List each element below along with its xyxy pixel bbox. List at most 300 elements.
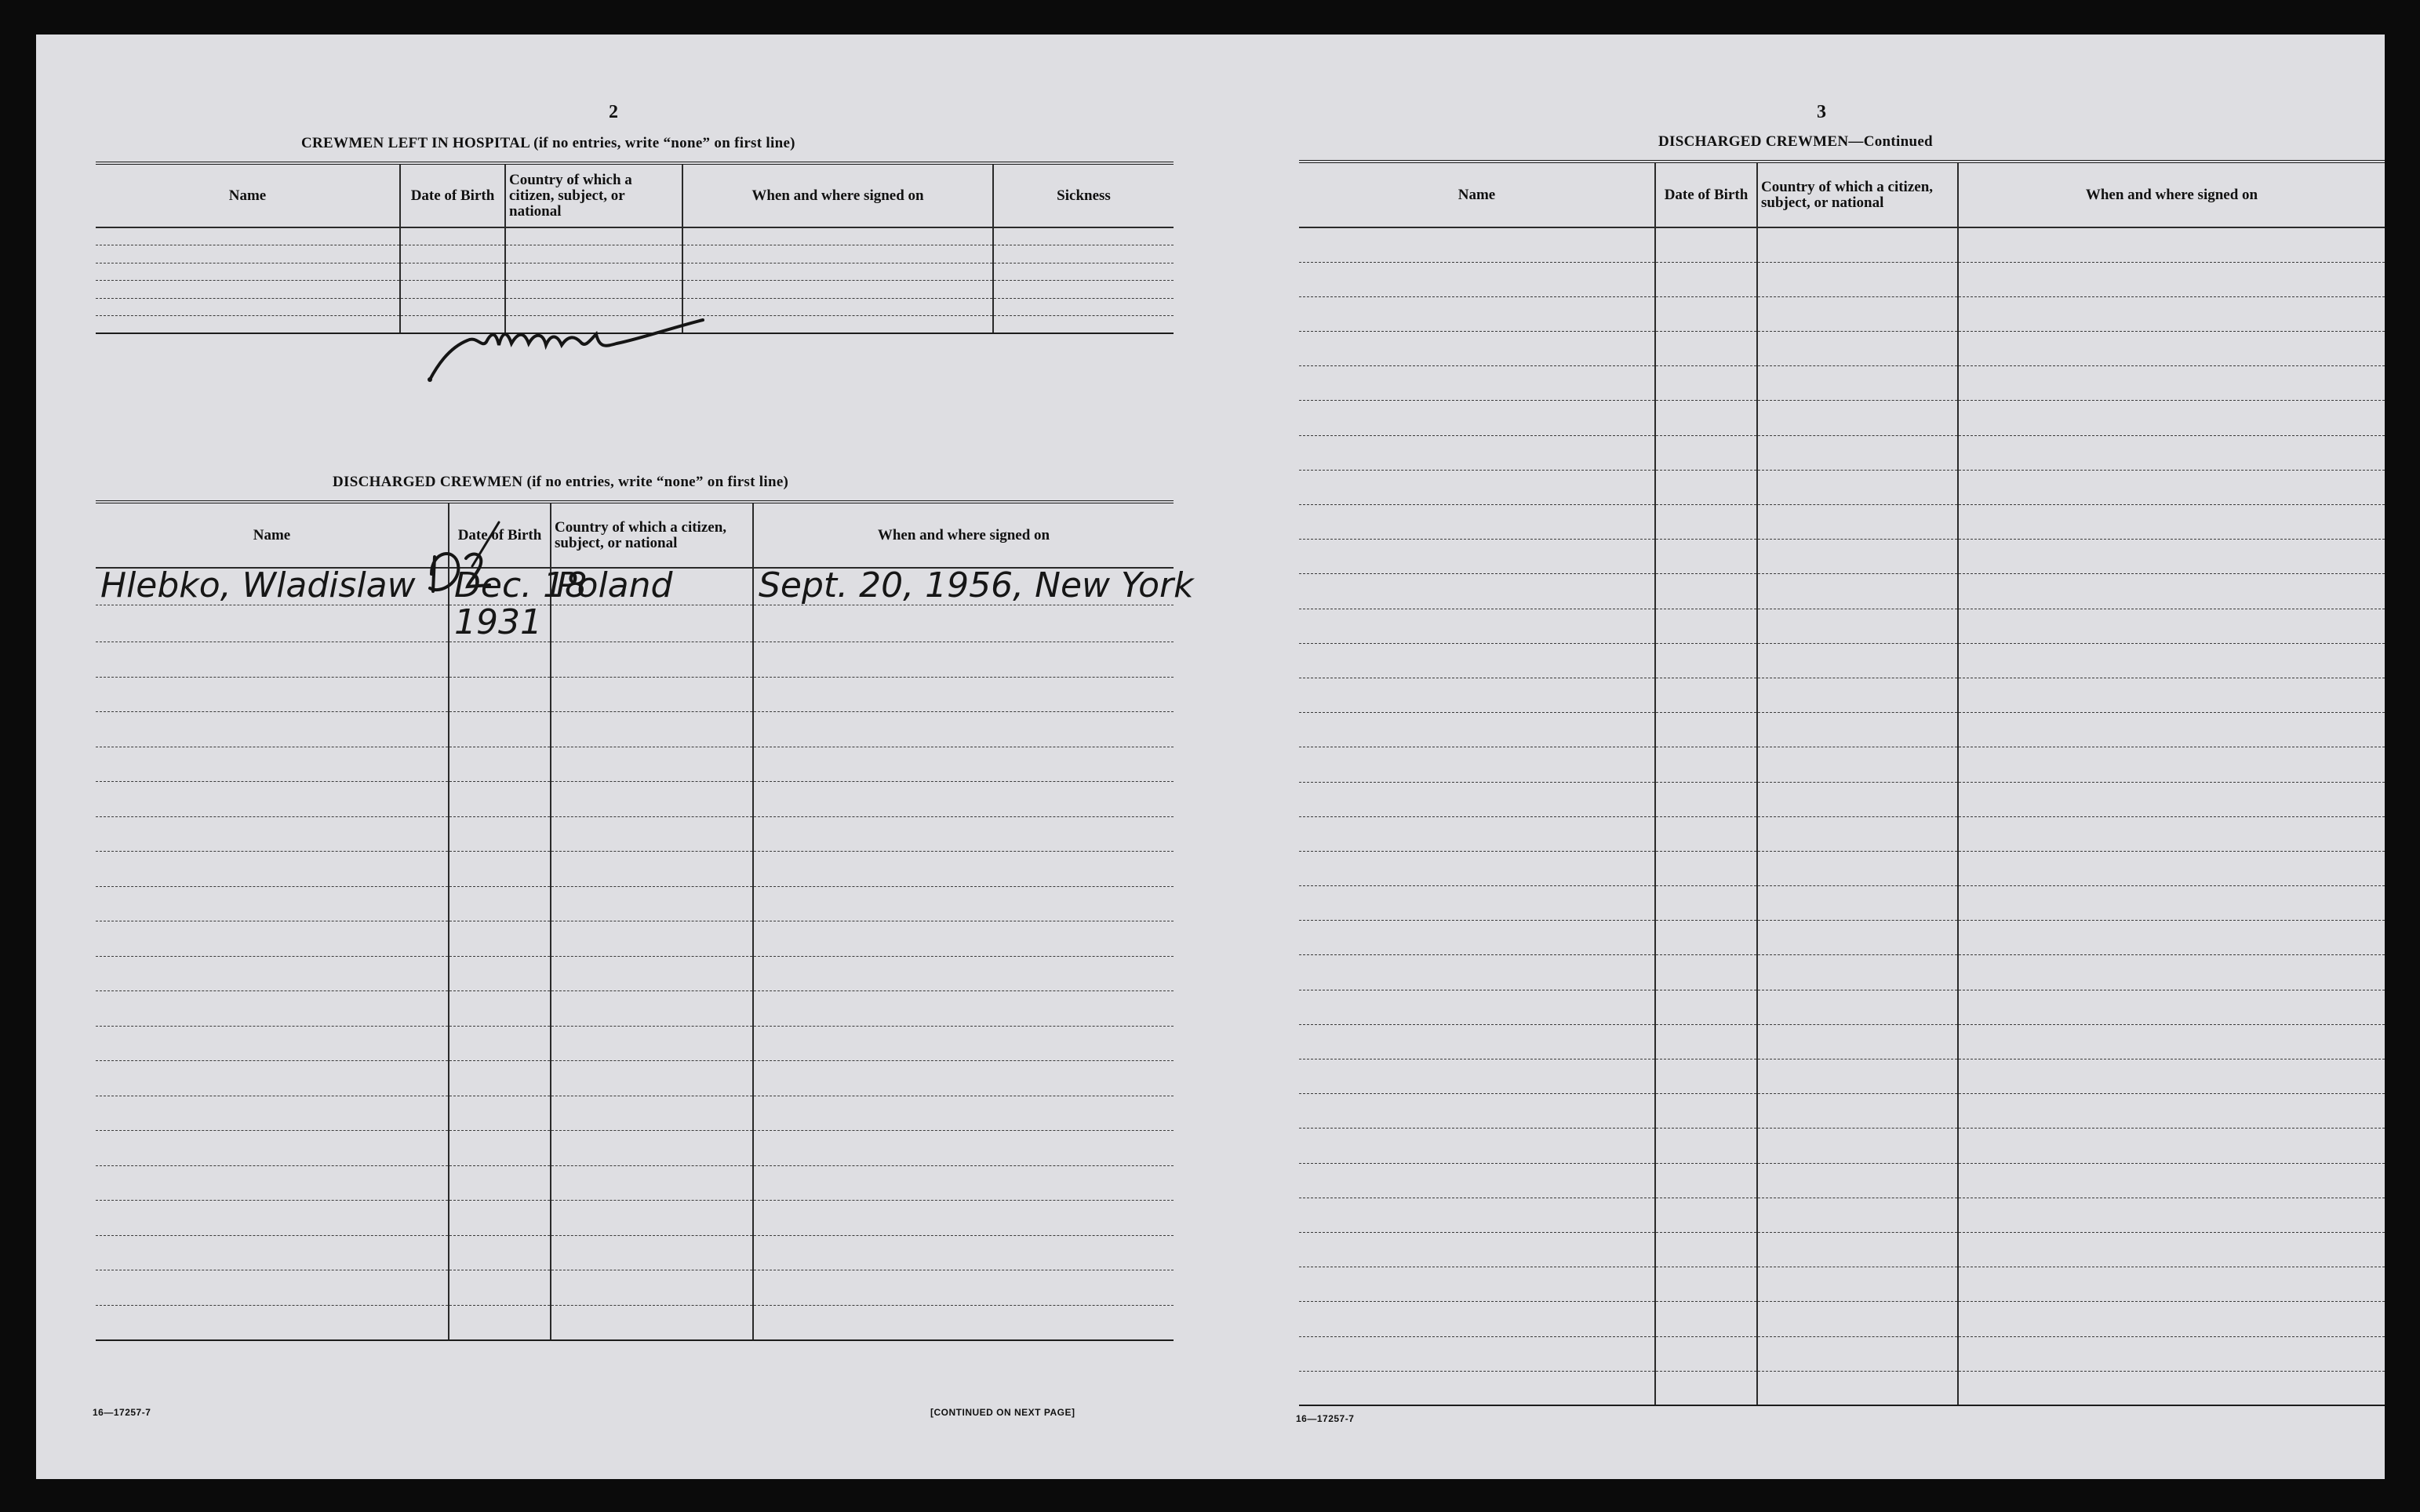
table-cell [1299,816,1655,851]
table-cell [1299,296,1655,331]
table-cell [1958,296,2385,331]
table-cell [449,747,551,782]
table-row [96,298,1174,316]
table-cell [1958,1024,2385,1059]
table-cell [96,263,400,281]
table-cell [551,605,753,642]
table-cell [449,642,551,678]
table-cell [1655,678,1757,712]
table-cell [96,886,449,921]
table-cell [1757,713,1958,747]
table-cell [1757,643,1958,678]
table-cell [753,1201,1174,1236]
table-cell [753,1061,1174,1096]
table-row [1299,296,2385,331]
table-cell [505,298,682,316]
table-cell [1299,713,1655,747]
table-cell [1655,470,1757,504]
table-row [1299,540,2385,574]
discharged-continued-title: DISCHARGED CREWMEN—Continued [1658,133,1933,150]
table-cell [682,281,993,299]
column-header: When and where signed on [1958,162,2385,227]
table-cell [449,1165,551,1201]
discharged-section-title: DISCHARGED CREWMEN (if no entries, write “none” on first line) [333,474,789,490]
table-cell [449,991,551,1027]
table-cell [1655,1302,1757,1336]
table-cell [753,991,1174,1027]
table-cell [551,642,753,678]
table-cell [551,1165,753,1201]
table-row [96,642,1174,678]
table-cell [551,1061,753,1096]
table-row [96,245,1174,264]
table-cell [1757,1267,1958,1302]
table-cell [1958,435,2385,470]
table-cell [1655,296,1757,331]
table-cell [753,677,1174,712]
table-cell [96,1270,449,1306]
table-cell [1655,851,1757,885]
table-cell [1655,505,1757,540]
table-row [1299,1024,2385,1059]
table-row [96,921,1174,957]
table-cell [505,316,682,334]
table-cell [1757,955,1958,990]
table-cell [993,227,1174,245]
table-cell [400,281,505,299]
table-row [96,1270,1174,1306]
page-number: 2 [609,102,618,122]
table-cell [1958,816,2385,851]
table-cell [1655,540,1757,574]
table-cell [1299,262,1655,296]
table-cell [1757,1059,1958,1094]
table-cell [1299,609,1655,643]
hospital-section-title: CREWMEN LEFT IN HOSPITAL (if no entries, write “none” on first line) [301,135,795,151]
table-cell [1757,1198,1958,1232]
table-cell [1958,574,2385,609]
table-cell [449,816,551,852]
right-page [1260,35,2385,1479]
table-cell [1655,990,1757,1024]
table-cell [1958,1059,2385,1094]
table-cell [1757,990,1958,1024]
table-cell [551,747,753,782]
column-header: Country of which a citizen, subject, or national [551,502,753,568]
table-cell [682,298,993,316]
column-header: Date of Birth [400,163,505,227]
table-cell [400,263,505,281]
table-cell [1757,747,1958,782]
table-cell [1655,747,1757,782]
table-cell [449,782,551,817]
table-cell [1655,1059,1757,1094]
table-cell [1958,1163,2385,1198]
continued-note: [CONTINUED ON NEXT PAGE] [930,1407,1075,1418]
table-cell [1655,782,1757,816]
table-cell [1299,1163,1655,1198]
table-cell [682,316,993,334]
table-cell [1757,262,1958,296]
table-cell [1655,574,1757,609]
table-cell [1299,643,1655,678]
table-cell [1958,1129,2385,1163]
table-cell [1655,955,1757,990]
table-cell [551,677,753,712]
table-cell [1655,609,1757,643]
table-row [1299,435,2385,470]
table-cell [1757,886,1958,921]
table-cell [1299,435,1655,470]
table-cell [753,956,1174,991]
table-row [96,1061,1174,1096]
table-cell [96,782,449,817]
table-row [96,316,1174,334]
table-row [1299,1129,2385,1163]
table-cell [753,816,1174,852]
table-cell [400,298,505,316]
table-cell [1655,1336,1757,1371]
table-cell [1757,816,1958,851]
table-cell [1757,1163,1958,1198]
table-row [1299,921,2385,955]
table-cell [1757,1336,1958,1371]
table-cell [1958,540,2385,574]
table-cell [1655,886,1757,921]
table-cell [1655,366,1757,401]
table-cell [1757,470,1958,504]
table-cell [1655,1267,1757,1302]
table-cell [1655,332,1757,366]
table-cell [449,677,551,712]
table-cell [96,991,449,1027]
table-cell [1757,435,1958,470]
table-cell [1757,296,1958,331]
table-cell [682,245,993,264]
table-cell [1757,782,1958,816]
table-cell [96,1165,449,1201]
table-cell [1958,401,2385,435]
table-row [1299,1302,2385,1336]
table-cell [1299,678,1655,712]
table-cell [551,991,753,1027]
table-row [1299,1094,2385,1129]
table-cell [1655,1094,1757,1129]
table-cell [753,1131,1174,1166]
table-cell [1655,262,1757,296]
table-cell [551,852,753,887]
document-sheet [36,35,2385,1479]
table-row [96,263,1174,281]
table-cell [400,245,505,264]
hospital-table [96,162,1174,334]
table-cell [96,956,449,991]
table-cell [1299,851,1655,885]
table-cell [1299,1371,1655,1405]
table-row [96,605,1174,642]
table-row [1299,990,2385,1024]
table-cell [1757,366,1958,401]
table-row [96,568,1174,605]
table-cell [1299,401,1655,435]
table-row [1299,816,2385,851]
table-cell [96,298,400,316]
table-row [1299,955,2385,990]
table-cell [753,852,1174,887]
table-row [96,712,1174,747]
table-cell [753,1270,1174,1306]
table-cell [1655,643,1757,678]
table-cell [1958,332,2385,366]
table-cell [449,1026,551,1061]
table-cell [1299,332,1655,366]
table-cell [1958,262,2385,296]
table-row [96,1305,1174,1340]
table-cell [505,245,682,264]
table-cell [449,921,551,957]
table-cell [1655,227,1757,262]
left-page [36,35,1194,1479]
table-cell [753,782,1174,817]
table-cell [1958,886,2385,921]
table-cell [96,245,400,264]
table-cell [96,1305,449,1340]
table-cell [1299,1198,1655,1232]
table-cell [551,1096,753,1131]
table-row [1299,747,2385,782]
table-cell [993,298,1174,316]
table-cell [1958,851,2385,885]
table-cell [1958,470,2385,504]
table-row [96,281,1174,299]
table-cell [1757,332,1958,366]
table-cell [96,1235,449,1270]
table-cell: Dec. 18 [449,568,551,605]
table-cell [993,263,1174,281]
table-cell [1757,1024,1958,1059]
table-cell [96,852,449,887]
table-cell: Poland [551,568,753,605]
table-cell [1958,609,2385,643]
table-cell [753,886,1174,921]
table-cell [1299,1336,1655,1371]
table-cell [96,816,449,852]
table-cell [505,281,682,299]
table-cell [96,316,400,334]
table-cell [1958,747,2385,782]
table-cell [551,1201,753,1236]
column-header: Country of which a citizen, subject, or national [1757,162,1958,227]
column-header: When and where signed on [682,163,993,227]
table-cell [993,245,1174,264]
table-row [1299,505,2385,540]
form-code: 16—17257-7 [1296,1413,1355,1424]
table-cell [1655,1232,1757,1267]
table-cell: Sept. 20, 1956, New York [753,568,1174,605]
table-cell [96,227,400,245]
table-cell [1958,227,2385,262]
table-cell [1299,1024,1655,1059]
table-row [1299,332,2385,366]
table-cell [1299,1232,1655,1267]
table-cell [1958,366,2385,401]
table-cell [551,782,753,817]
table-cell [1958,713,2385,747]
table-cell [1655,435,1757,470]
table-cell [1958,678,2385,712]
table-cell [96,281,400,299]
table-cell [1757,678,1958,712]
table-cell [1757,540,1958,574]
table-row [96,991,1174,1027]
table-cell [1655,1163,1757,1198]
table-row [1299,1232,2385,1267]
table-cell [1958,1232,2385,1267]
table-cell [96,1096,449,1131]
table-cell [96,1026,449,1061]
table-cell [551,956,753,991]
table-row [96,1026,1174,1061]
table-cell [1958,1094,2385,1129]
table-cell [1958,1371,2385,1405]
table-cell [1958,921,2385,955]
table-cell [1299,1059,1655,1094]
table-row [96,1131,1174,1166]
table-row [1299,609,2385,643]
table-cell [505,263,682,281]
table-row [1299,401,2385,435]
table-row [96,956,1174,991]
column-header: When and where signed on [753,502,1174,568]
table-row [1299,1163,2385,1198]
table-cell [1299,1302,1655,1336]
table-row [96,1165,1174,1201]
table-cell [1299,1129,1655,1163]
table-cell [1757,1232,1958,1267]
column-header: Sickness [993,163,1174,227]
table-cell [1958,782,2385,816]
table-cell [1299,921,1655,955]
table-cell [753,921,1174,957]
table-row [96,1096,1174,1131]
table-row [1299,1267,2385,1302]
table-cell [1757,401,1958,435]
table-cell [96,605,449,642]
table-cell [400,316,505,334]
table-row [96,782,1174,817]
table-cell [1958,1267,2385,1302]
table-cell [449,852,551,887]
table-cell [1958,1198,2385,1232]
table-cell [1299,886,1655,921]
table-cell [1757,1129,1958,1163]
table-row [1299,1336,2385,1371]
table-cell [1299,366,1655,401]
table-cell [1299,955,1655,990]
table-cell [682,227,993,245]
table-cell [551,1305,753,1340]
table-cell [449,1305,551,1340]
table-cell [1757,505,1958,540]
table-row [1299,1198,2385,1232]
table-cell [551,816,753,852]
table-row [96,227,1174,245]
table-cell [551,1235,753,1270]
table-cell [1655,921,1757,955]
table-row [1299,262,2385,296]
table-cell [551,886,753,921]
table-cell [96,642,449,678]
table-cell: 1931 [449,605,551,642]
table-cell [753,1165,1174,1201]
table-cell [1299,227,1655,262]
table-cell [1655,1371,1757,1405]
table-cell [1757,1094,1958,1129]
table-cell [993,281,1174,299]
table-cell [753,1235,1174,1270]
table-cell [1299,1267,1655,1302]
table-row [96,816,1174,852]
table-cell [753,747,1174,782]
table-cell [449,956,551,991]
table-cell [1958,1336,2385,1371]
column-header: Name [96,163,400,227]
table-cell [1757,1302,1958,1336]
table-cell [551,1131,753,1166]
table-cell [1757,851,1958,885]
table-cell [1299,574,1655,609]
table-cell [551,1270,753,1306]
table-cell: Hlebko, Wladislaw [96,568,449,605]
table-row [1299,1059,2385,1094]
table-cell [449,1061,551,1096]
column-header: Name [1299,162,1655,227]
table-cell [1757,1371,1958,1405]
table-cell [1655,713,1757,747]
table-row [96,852,1174,887]
table-row [1299,643,2385,678]
table-cell [1299,782,1655,816]
table-cell [1299,1094,1655,1129]
table-cell [1299,540,1655,574]
form-code: 16—17257-7 [93,1407,151,1418]
table-cell [753,712,1174,747]
table-cell [993,316,1174,334]
table-cell [551,1026,753,1061]
table-row [1299,851,2385,885]
table-cell [505,227,682,245]
table-cell [400,227,505,245]
table-row [1299,886,2385,921]
column-header: Country of which a citizen, subject, or national [505,163,682,227]
table-cell [753,1305,1174,1340]
table-row [96,886,1174,921]
table-cell [1655,816,1757,851]
table-cell [449,1201,551,1236]
table-cell [1655,1024,1757,1059]
table-row [96,747,1174,782]
table-cell [1299,747,1655,782]
table-cell [96,1061,449,1096]
table-row [96,1235,1174,1270]
table-cell [551,712,753,747]
table-cell [551,921,753,957]
column-header: Name [96,502,449,568]
table-cell [96,1201,449,1236]
table-row [1299,227,2385,262]
table-row [96,677,1174,712]
table-cell [753,642,1174,678]
